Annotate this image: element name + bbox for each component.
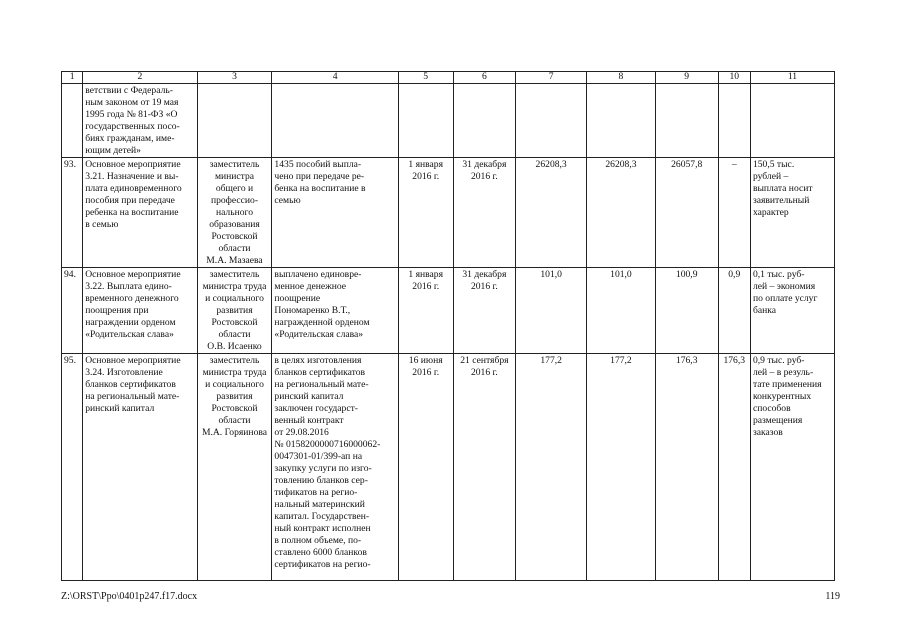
note-cell <box>750 84 834 158</box>
column-header: 1 <box>62 72 83 84</box>
start-date-cell <box>398 84 453 158</box>
event-cell: Основное мероприятие 3.21. Назначение и вы- плата единовременного пособия при передаче ребенка на воспитание в семью <box>83 158 197 268</box>
responsible-cell: заместитель министра труда и социального развития Ростовской области М.А. Горяинова <box>197 354 272 581</box>
file-path-footer: Z:\ORST\Ppo\0401p247.f17.docx <box>61 591 198 602</box>
row-number: 94. <box>62 268 83 354</box>
value-cell: 176,3 <box>718 354 750 581</box>
value-cell: 26057,8 <box>655 158 718 268</box>
column-number-row <box>62 72 835 84</box>
result-cell <box>272 84 398 158</box>
value-cell: 101,0 <box>516 268 587 354</box>
result-cell: выплачено единовре- менное денежное поощрение Пономаренко В.Т., награжденной орденом «Родительская слава» <box>272 268 398 354</box>
event-cell: ветствии с Федераль- ным законом от 19 мая 1995 года № 81-ФЗ «О государственных посо- биях гражданам, име- ющим детей» <box>83 84 197 158</box>
row-number: 93. <box>62 158 83 268</box>
end-date-cell: 31 декабря 2016 г. <box>453 268 516 354</box>
responsible-cell: заместитель министра труда и социального развития Ростовской области О.В. Исаенко <box>197 268 272 354</box>
table-row <box>62 354 835 581</box>
responsible-cell: заместитель министра общего и профессио- нального образования Ростовской области М.А. Мазаева <box>197 158 272 268</box>
note-cell: 0,9 тыс. руб- лей – в резуль- тате применения конкурентных способов размещения заказов <box>750 354 834 581</box>
column-header: 10 <box>718 72 750 84</box>
column-header: 5 <box>398 72 453 84</box>
column-header: 8 <box>587 72 656 84</box>
value-cell <box>587 84 656 158</box>
value-cell: 26208,3 <box>587 158 656 268</box>
start-date-cell: 1 января 2016 г. <box>398 158 453 268</box>
value-cell <box>718 84 750 158</box>
value-cell: 100,9 <box>655 268 718 354</box>
table-row <box>62 158 835 268</box>
value-cell: 177,2 <box>587 354 656 581</box>
page-number: 119 <box>825 591 840 602</box>
responsible-cell <box>197 84 272 158</box>
event-cell: Основное мероприятие 3.22. Выплата едино- временного денежного поощрения при награждении орденом «Родительская слава» <box>83 268 197 354</box>
value-cell: 0,9 <box>718 268 750 354</box>
note-cell: 150,5 тыс. рублей – выплата носит заявительный характер <box>750 158 834 268</box>
event-cell: Основное мероприятие 3.24. Изготовление бланков сертификатов на региональный мате- ринский капитал <box>83 354 197 581</box>
end-date-cell: 21 сентября 2016 г. <box>453 354 516 581</box>
value-cell: 177,2 <box>516 354 587 581</box>
column-header: 6 <box>453 72 516 84</box>
column-header: 2 <box>83 72 197 84</box>
value-cell <box>655 84 718 158</box>
column-header: 11 <box>750 72 834 84</box>
column-header: 4 <box>272 72 398 84</box>
row-number: 95. <box>62 354 83 581</box>
value-cell <box>516 84 587 158</box>
column-header: 9 <box>655 72 718 84</box>
column-header: 7 <box>516 72 587 84</box>
row-number <box>62 84 83 158</box>
note-cell: 0,1 тыс. руб- лей – экономия по оплате услуг банка <box>750 268 834 354</box>
report-table <box>61 71 835 581</box>
end-date-cell <box>453 84 516 158</box>
value-cell: 26208,3 <box>516 158 587 268</box>
value-cell: 101,0 <box>587 268 656 354</box>
column-header: 3 <box>197 72 272 84</box>
result-cell: 1435 пособий выпла- чено при передаче ре- бенка на воспитание в семью <box>272 158 398 268</box>
start-date-cell: 16 июня 2016 г. <box>398 354 453 581</box>
table-row <box>62 84 835 158</box>
result-cell: в целях изготовления бланков сертификатов на региональный мате- ринский капитал заключен государст- венный контракт от 29.08.2016 № 0158200000716000062- 0047301-01/399-ап на закупку услуги по изго- товлению бланков сер- тификатов на регио- нальный материнский капитал. Государствен- ный контракт исполнен в полном объеме, по- ставлено 6000 бланков сертификатов на регио- <box>272 354 398 581</box>
start-date-cell: 1 января 2016 г. <box>398 268 453 354</box>
table-row <box>62 268 835 354</box>
value-cell: 176,3 <box>655 354 718 581</box>
value-cell: – <box>718 158 750 268</box>
end-date-cell: 31 декабря 2016 г. <box>453 158 516 268</box>
